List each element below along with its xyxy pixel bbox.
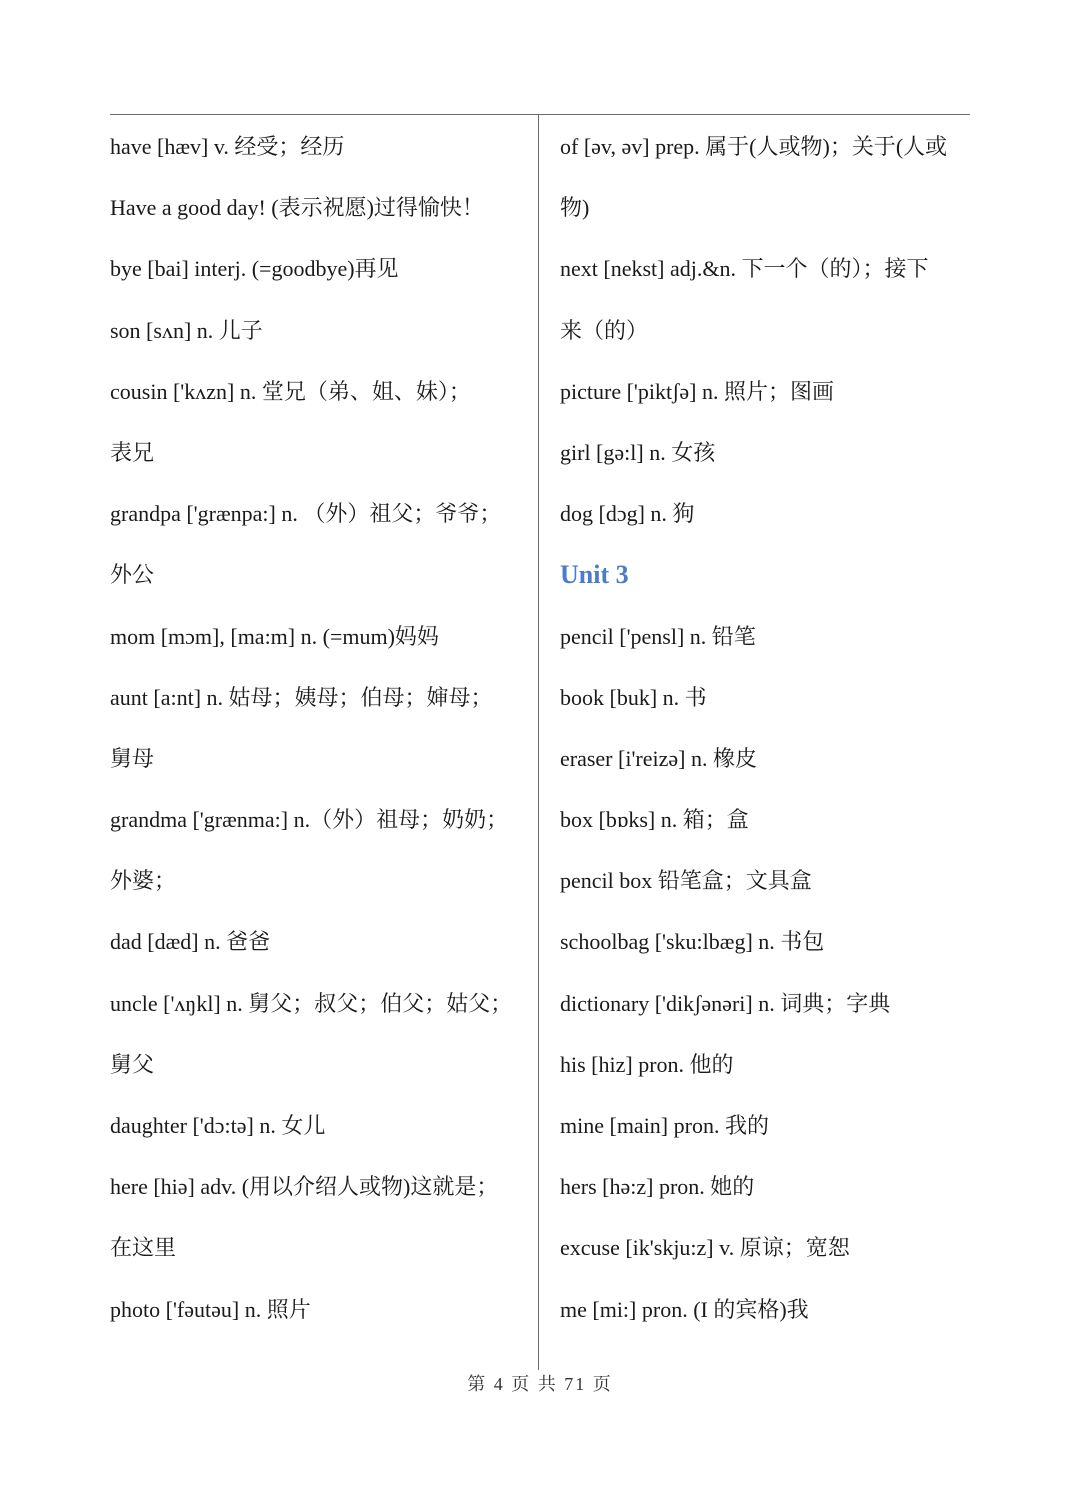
vocab-line-continued: 外婆； (110, 868, 177, 894)
left-column (110, 116, 530, 1340)
vocab-line: picture ['piktʃə] n. 照片；图画 (560, 378, 835, 404)
page-number-footer: 第 4 页 共 71 页 (467, 1374, 613, 1394)
vocab-line: book [buk] n. 书 (560, 684, 707, 710)
vocab-line: grandma ['grænma:] n.（外）祖母；奶奶； (110, 807, 509, 833)
vocab-line: his [hiz] pron. 他的 (560, 1051, 734, 1077)
vocab-line: uncle ['ʌŋkl] n. 舅父；叔父；伯父；姑父； (110, 990, 513, 1016)
vocab-line: Have a good day! (表示祝愿)过得愉快！ (110, 195, 484, 221)
vocab-line: hers [hə:z] pron. 她的 (560, 1174, 755, 1200)
vocab-line-continued: 来（的） (560, 317, 649, 343)
vocab-line: excuse [ik'skju:z] v. 原谅；宽恕 (560, 1235, 850, 1261)
right-column (560, 116, 975, 1340)
vocab-line: cousin ['kʌzn] n. 堂兄（弟、姐、妹）； (110, 378, 471, 404)
vocab-line: bye [bai] interj. (=goodbye)再见 (110, 256, 399, 282)
column-divider (538, 115, 539, 1370)
vocab-line: dictionary ['dikʃənəri] n. 词典；字典 (560, 990, 891, 1016)
vocab-line: here [hiə] adv. (用以介绍人或物)这就是； (110, 1174, 499, 1200)
vocab-line-continued: 表兄 (110, 439, 155, 465)
vocab-line: have [hæv] v. 经受；经历 (110, 134, 345, 159)
vocab-line: next [nekst] adj.&n. 下一个（的）；接下 (560, 256, 929, 282)
vocab-line: schoolbag ['sku:lbæg] n. 书包 (560, 929, 825, 955)
vocab-line: daughter ['dɔ:tə] n. 女儿 (110, 1113, 326, 1138)
vocab-line: mine [main] pron. 我的 (560, 1113, 769, 1138)
vocab-line: dog [dɔg] n. 狗 (560, 501, 695, 527)
vocab-line-continued: 舅父 (110, 1051, 155, 1077)
vocab-line-continued: 外公 (110, 562, 155, 588)
vocab-line: pencil box 铅笔盒；文具盒 (560, 868, 812, 894)
vocab-line: me [mi:] pron. (I 的宾格)我 (560, 1296, 809, 1322)
vocab-line: pencil ['pensl] n. 铅笔 (560, 623, 756, 649)
vocab-line: aunt [a:nt] n. 姑母；姨母；伯母；婶母； (110, 684, 493, 710)
vocab-line: son [sʌn] n. 儿子 (110, 317, 263, 343)
vocab-line: box [bɒks] n. 箱；盒 (560, 807, 749, 833)
vocab-line: mom [mɔm], [ma:m] n. (=mum)妈妈 (110, 623, 439, 649)
vocab-line: eraser [i'reizə] n. 橡皮 (560, 745, 757, 771)
unit-heading: Unit 3 (560, 560, 629, 590)
vocab-line-continued: 在这里 (110, 1235, 177, 1261)
vocab-line: photo ['fəutəu] n. 照片 (110, 1296, 311, 1322)
vocab-line: grandpa ['grænpa:] n. （外）祖父；爷爷； (110, 501, 502, 527)
top-rule (110, 114, 970, 115)
vocab-line: dad [dæd] n. 爸爸 (110, 929, 271, 955)
vocab-line-continued: 舅母 (110, 745, 155, 771)
vocab-line: girl [gə:l] n. 女孩 (560, 439, 716, 465)
vocab-line-continued: 物) (560, 195, 590, 221)
vocab-line: of [əv, əv] prep. 属于(人或物)；关于(人或 (560, 134, 948, 159)
